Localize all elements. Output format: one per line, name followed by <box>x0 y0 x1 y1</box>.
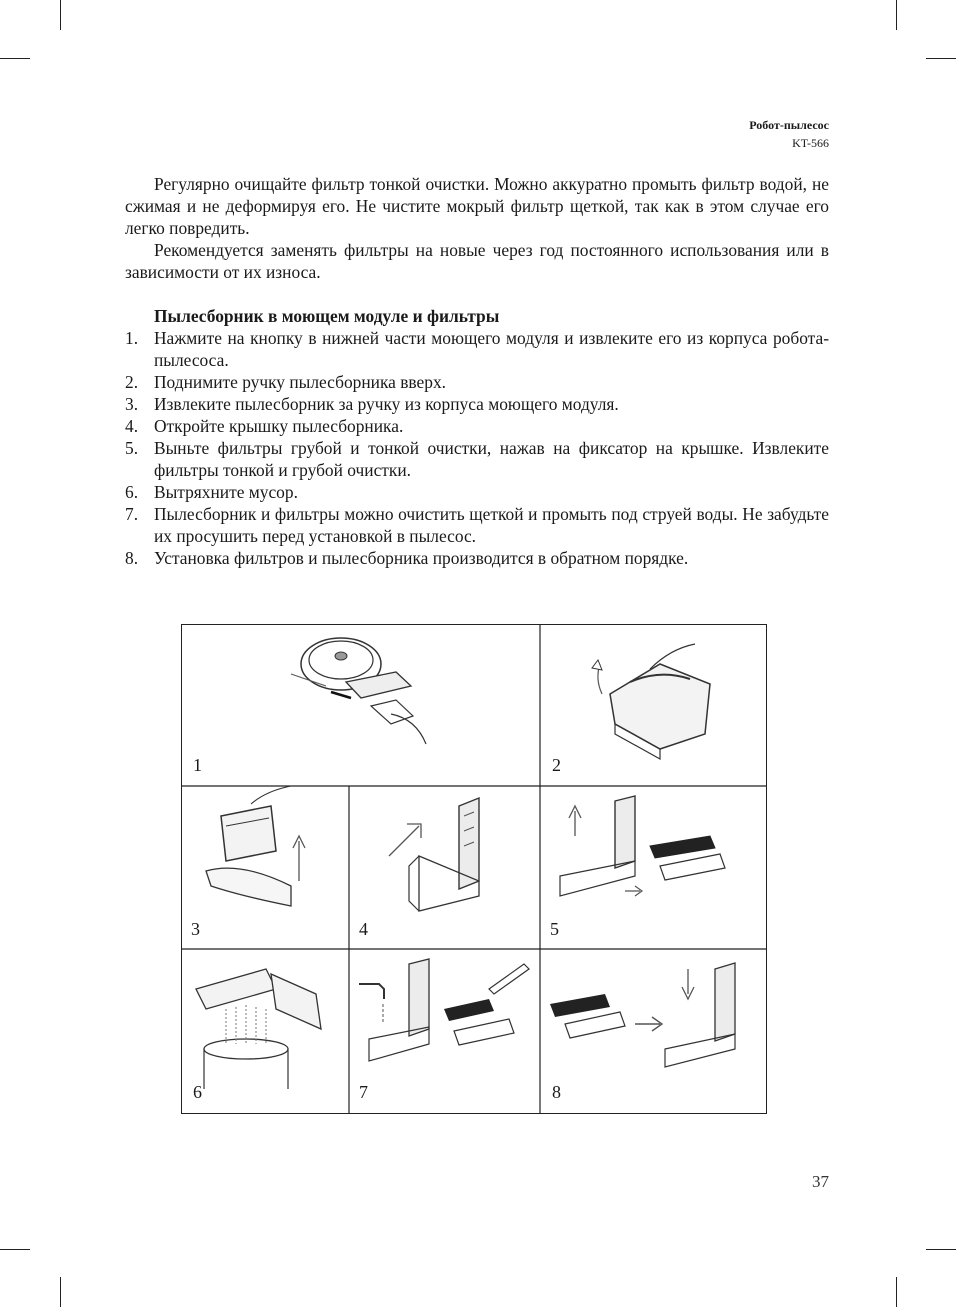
paragraph: Рекомендуется заменять фильтры на новые через год постоянного использования или в зависимости от их износа. <box>125 240 829 282</box>
running-header <box>749 116 829 152</box>
crop-mark <box>60 0 61 30</box>
page-number: 37 <box>812 1172 829 1191</box>
list-item <box>125 437 829 481</box>
step-number: 6. <box>125 482 139 502</box>
instruction-figure <box>181 624 767 1114</box>
step-text: Откройте крышку пылесборника. <box>154 416 404 436</box>
list-item <box>125 327 829 371</box>
list-item <box>125 547 829 569</box>
list-item <box>125 503 829 547</box>
step-text: Выньте фильтры грубой и тонкой очистки, нажав на фиксатор на крышке. Извлеките фильтры тонкой и грубой очистки. <box>154 438 829 480</box>
step-number: 1. <box>125 328 139 348</box>
header-title: Робот-пылесос <box>749 118 829 132</box>
step-number: 5. <box>125 438 139 458</box>
steps-list <box>125 327 829 569</box>
figure-cell-6 <box>181 949 349 1114</box>
crop-mark <box>60 1277 61 1307</box>
step-text: Извлеките пылесборник за ручку из корпуса моющего модуля. <box>154 394 619 414</box>
figure-label: 4 <box>359 919 368 939</box>
figure-cell-3 <box>181 786 349 949</box>
crop-mark <box>0 58 30 59</box>
crop-mark <box>926 1249 956 1250</box>
section-title: Пылесборник в моющем модуле и фильтры <box>154 306 500 326</box>
robot-removal-illustration <box>181 624 540 786</box>
body-text <box>125 173 829 569</box>
handle-lift-illustration <box>540 624 767 786</box>
figure-label: 7 <box>359 1082 368 1102</box>
crop-mark <box>0 1249 30 1250</box>
step-number: 4. <box>125 416 139 436</box>
step-text: Пылесборник и фильтры можно очистить щеткой и промыть под струей воды. Не забудьте их просушить перед установкой в пылесос. <box>154 504 829 546</box>
step-text: Вытряхните мусор. <box>154 482 298 502</box>
reinstall-illustration <box>540 949 767 1114</box>
figure-label: 2 <box>552 755 561 775</box>
figure-cell-8 <box>540 949 767 1114</box>
list-item <box>125 415 829 437</box>
figure-cell-5 <box>540 786 767 949</box>
lid-open-illustration <box>349 786 540 949</box>
step-number: 3. <box>125 394 139 414</box>
figure-label: 3 <box>191 919 200 939</box>
figure-label: 1 <box>193 755 202 775</box>
figure-label: 5 <box>550 919 559 939</box>
list-item <box>125 393 829 415</box>
step-number: 7. <box>125 504 139 524</box>
step-text: Нажмите на кнопку в нижней части моющего модуля и извлеките его из корпуса робота-пылесоса. <box>154 328 829 370</box>
step-number: 2. <box>125 372 139 392</box>
crop-mark <box>896 0 897 30</box>
header-model: KT-566 <box>792 136 829 150</box>
crop-mark <box>926 58 956 59</box>
list-item <box>125 481 829 503</box>
step-text: Поднимите ручку пылесборника вверх. <box>154 372 446 392</box>
filter-removal-illustration <box>540 786 767 949</box>
dustbin-removal-illustration <box>181 786 349 949</box>
figure-cell-4 <box>349 786 540 949</box>
figure-cell-2 <box>540 624 767 786</box>
figure-cell-1 <box>181 624 540 786</box>
figure-label: 6 <box>193 1082 202 1102</box>
crop-mark <box>896 1277 897 1307</box>
list-item <box>125 371 829 393</box>
wash-illustration <box>349 949 540 1114</box>
step-text: Установка фильтров и пылесборника производится в обратном порядке. <box>154 548 689 568</box>
paragraph: Регулярно очищайте фильтр тонкой очистки. Можно аккуратно промыть фильтр водой, не сжимая и не деформируя его. Не чистите мокрый фильтр щеткой, так как в этом случае его легко повредить. <box>125 174 829 238</box>
empty-debris-illustration <box>181 949 349 1114</box>
figure-cell-7 <box>349 949 540 1114</box>
figure-label: 8 <box>552 1082 561 1102</box>
step-number: 8. <box>125 548 139 568</box>
